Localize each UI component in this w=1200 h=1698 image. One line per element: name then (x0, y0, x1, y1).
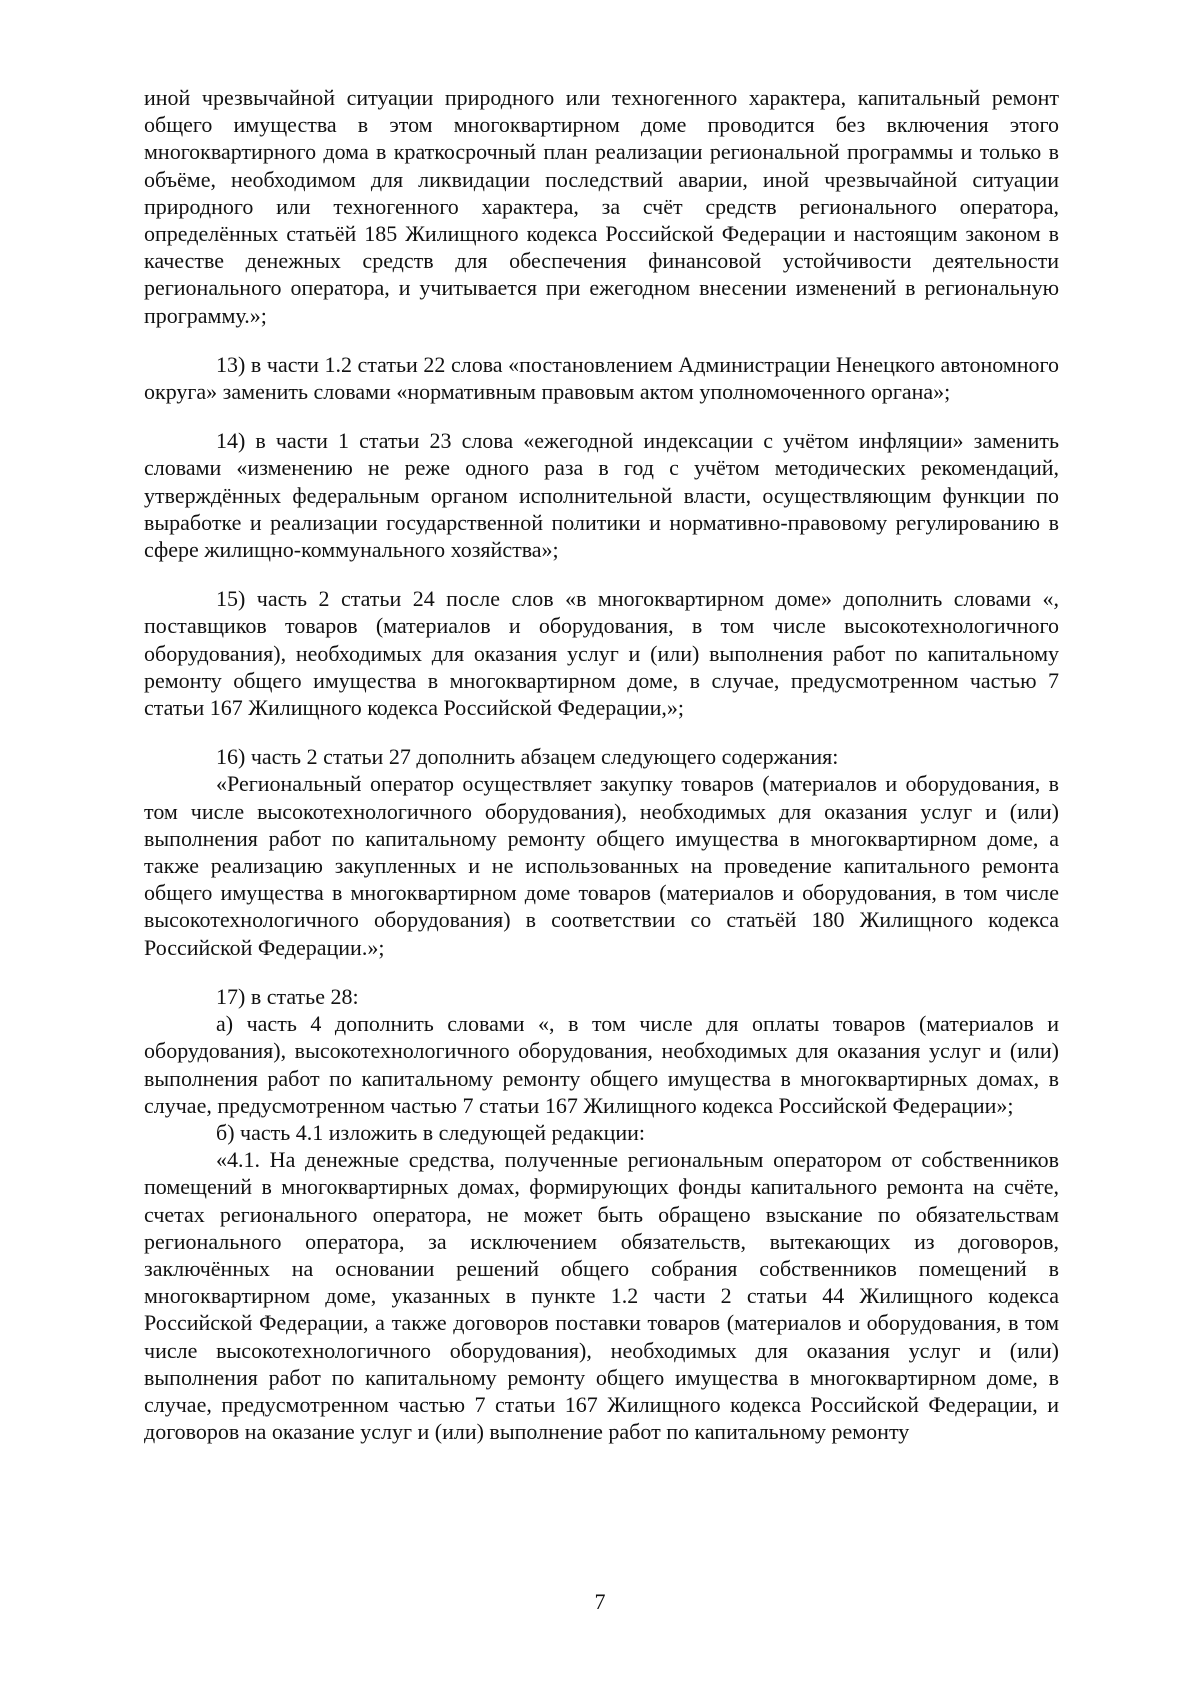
paragraph-item-15: 15) часть 2 статьи 24 после слов «в многоквартирном доме» дополнить словами «, поставщиков товаров (материалов и оборудования, в том числе высокотехнологичного оборудования), необходимых для оказания услуг и (или) выполнения работ по капитальному ремонту общего имущества в многоквартирном доме, в случае, предусмотренном частью 7 статьи 167 Жилищного кодекса Российской Федерации,»; (144, 586, 1059, 721)
paragraph-item-13: 13) в части 1.2 статьи 22 слова «постановлением Администрации Ненецкого автономного округа» заменить словами «нормативным правовым актом уполномоченного органа»; (144, 351, 1059, 405)
paragraph-item-14: 14) в части 1 статьи 23 слова «ежегодной индексации с учётом инфляции» заменить словами «изменению не реже одного раза в год с учётом методических рекомендаций, утверждённых федеральным органом исполнительной власти, осуществляющим функции по выработке и реализации государственной политики и нормативно-правовому регулированию в сфере жилищно-коммунального хозяйства»; (144, 428, 1059, 563)
paragraph-item-16: 16) часть 2 статьи 27 дополнить абзацем следующего содержания: (216, 744, 839, 770)
paragraph-continuation: иной чрезвычайной ситуации природного или техногенного характера, капитальный ремонт общего имущества в этом многоквартирном доме проводится без включения этого многоквартирного дома в краткосрочный план реализации региональной программы и только в объёме, необходимом для ликвидации последствий аварии, иной чрезвычайной ситуации природного или техногенного характера, за счёт средств регионального оператора, определённых статьёй 185 Жилищного кодекса Российской Федерации и настоящим законом в качестве денежных средств для обеспечения финансовой устойчивости деятельности регионального оператора, и учитывается при ежегодном внесении изменений в региональную программу.»; (144, 85, 1059, 328)
page-number: 7 (594, 1589, 606, 1614)
paragraph-item-17-b: б) часть 4.1 изложить в следующей редакции: (216, 1119, 646, 1145)
paragraph-item-17-b-quote: «4.1. На денежные средства, полученные региональным оператором от собственников помещений в многоквартирных домах, формирующих фонды капитального ремонта на счёте, счетах регионального оператора, не может быть обращено взыскание по обязательствам регионального оператора, за исключением обязательств, вытекающих из договоров, заключённых на основании решений общего собрания собственников помещений в многоквартирном доме, указанных в пункте 1.2 части 2 статьи 44 Жилищного кодекса Российской Федерации, а также договоров поставки товаров (материалов и оборудования, в том числе высокотехнологичного оборудования), необходимых для оказания услуг и (или) выполнения работ по капитальному ремонту общего имущества в многоквартирном доме, в случае, предусмотренном частью 7 статьи 167 Жилищного кодекса Российской Федерации, и договоров на оказание услуг и (или) выполнение работ по капитальному ремонту (144, 1147, 1059, 1445)
paragraph-item-16-quote: «Региональный оператор осуществляет закупку товаров (материалов и оборудования, в том числе высокотехнологичного оборудования), необходимых для оказания услуг и (или) выполнения работ по капитальному ремонту общего имущества в многоквартирном доме, а также реализацию закупленных и не использованных на проведение капитального ремонта общего имущества в многоквартирном доме товаров (материалов и оборудования, в том числе высокотехнологичного оборудования) в соответствии со статьёй 180 Жилищного кодекса Российской Федерации.»; (144, 771, 1059, 960)
paragraph-item-17-a: а) часть 4 дополнить словами «, в том числе для оплаты товаров (материалов и оборудования), высокотехнологичного оборудования, необходимых для оказания услуг и (или) выполнения работ по капитальному ремонту общего имущества в многоквартирных домах, в случае, предусмотренном частью 7 статьи 167 Жилищного кодекса Российской Федерации»; (144, 1011, 1059, 1118)
paragraph-item-17: 17) в статье 28: (216, 983, 359, 1009)
document-body (144, 84, 1059, 1445)
